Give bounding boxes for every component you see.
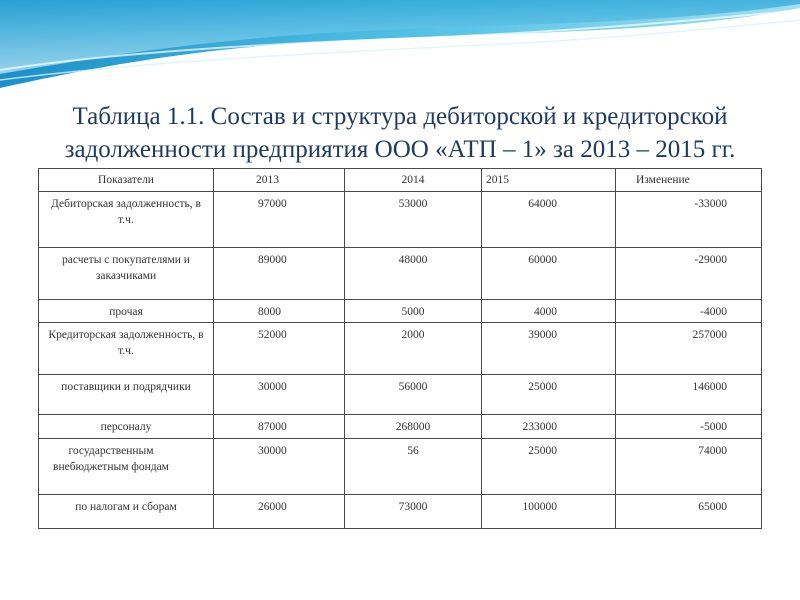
cell-2013: 89000 xyxy=(214,248,345,300)
cell-change: 257000 xyxy=(616,323,762,375)
cell-2014: 2000 xyxy=(345,323,482,375)
header-cell-2015: 2015 xyxy=(482,169,616,192)
table-row xyxy=(39,495,762,529)
table-row xyxy=(39,248,762,300)
cell-2015: 25000 xyxy=(482,439,616,495)
cell-2013: 30000 xyxy=(214,375,345,415)
cell-2014: 56000 xyxy=(345,375,482,415)
table-row xyxy=(39,439,762,495)
slide-title-line-2: задолженности предприятия ООО «АТП – 1» за 2013 – 2015 гг. xyxy=(64,136,736,163)
cell-2013: 8000 xyxy=(214,300,345,323)
cell-2014: 268000 xyxy=(345,415,482,439)
cell-change: -29000 xyxy=(616,248,762,300)
table-row xyxy=(39,323,762,375)
cell-2013: 97000 xyxy=(214,192,345,248)
cell-2015: 64000 xyxy=(482,192,616,248)
row-label: государственным внебюджетным фондам xyxy=(39,439,214,495)
cell-2015: 39000 xyxy=(482,323,616,375)
cell-change: 146000 xyxy=(616,375,762,415)
row-label: прочая xyxy=(39,300,214,323)
cell-2014: 56 xyxy=(345,439,482,495)
receivables-payables-table xyxy=(38,168,762,529)
cell-2014: 73000 xyxy=(345,495,482,529)
cell-2014: 53000 xyxy=(345,192,482,248)
header-cell-change: Изменение xyxy=(616,169,762,192)
cell-change: -5000 xyxy=(616,415,762,439)
cell-2015: 60000 xyxy=(482,248,616,300)
cell-2013: 30000 xyxy=(214,439,345,495)
row-label: расчеты с покупателями и заказчиками xyxy=(39,248,214,300)
cell-change: 65000 xyxy=(616,495,762,529)
cell-change: -33000 xyxy=(616,192,762,248)
cell-change: -4000 xyxy=(616,300,762,323)
row-label: по налогам и сборам xyxy=(39,495,214,529)
table-row xyxy=(39,192,762,248)
table-row xyxy=(39,375,762,415)
cell-2014: 48000 xyxy=(345,248,482,300)
table-row xyxy=(39,415,762,439)
row-label: Дебиторская задолженность, в т.ч. xyxy=(39,192,214,248)
row-label: поставщики и подрядчики xyxy=(39,375,214,415)
cell-2013: 26000 xyxy=(214,495,345,529)
cell-2013: 87000 xyxy=(214,415,345,439)
header-cell-2013: 2013 xyxy=(214,169,345,192)
cell-2015: 25000 xyxy=(482,375,616,415)
table-header-row xyxy=(39,169,762,192)
decorative-wave-banner xyxy=(0,0,800,95)
header-cell-2014: 2014 xyxy=(345,169,482,192)
cell-2015: 100000 xyxy=(482,495,616,529)
slide-title-line-1: Таблица 1.1. Состав и структура дебиторской и кредиторской xyxy=(72,103,728,130)
cell-change: 74000 xyxy=(616,439,762,495)
cell-2015: 4000 xyxy=(482,300,616,323)
table-row xyxy=(39,300,762,323)
cell-2013: 52000 xyxy=(214,323,345,375)
row-label: персоналу xyxy=(39,415,214,439)
slide-title xyxy=(0,100,800,166)
cell-2014: 5000 xyxy=(345,300,482,323)
row-label: Кредиторская задолженность, в т.ч. xyxy=(39,323,214,375)
cell-2015: 233000 xyxy=(482,415,616,439)
header-cell-indicator: Показатели xyxy=(39,169,214,192)
